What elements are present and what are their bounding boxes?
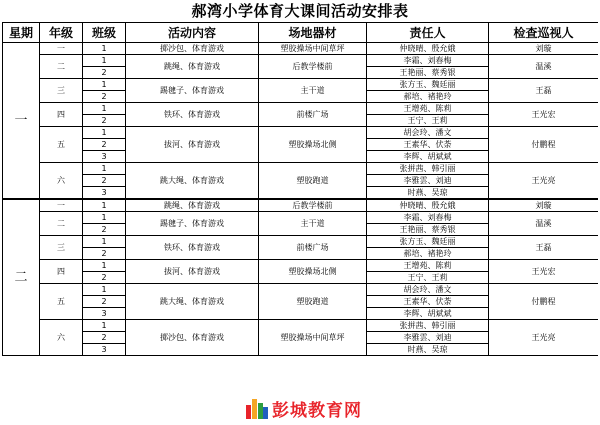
grade-cell: 二: [40, 55, 83, 79]
responsible-cell: 时燕、吴琼: [367, 187, 489, 200]
inspector-cell: 付鹏程: [489, 127, 599, 163]
responsible-cell: 李雅雲、刘迪: [367, 175, 489, 187]
class-cell: 1: [83, 260, 126, 272]
header-activity: 活动内容: [126, 23, 259, 43]
responsible-cell: 李辉、胡斌斌: [367, 308, 489, 320]
inspector-cell: 王光宏: [489, 260, 599, 284]
responsible-cell: 王素华、伏荼: [367, 139, 489, 151]
table-row: [3, 320, 599, 332]
venue-cell: 塑胶跑道: [259, 163, 367, 200]
responsible-cell: 王增苑、陈莉: [367, 260, 489, 272]
schedule-sheet: [2, 22, 598, 425]
activity-cell: 跳大绳、体育游戏: [126, 284, 259, 320]
table-row: [3, 127, 599, 139]
grade-cell: 五: [40, 127, 83, 163]
class-cell: 3: [83, 187, 126, 200]
activity-cell: 跳大绳、体育游戏: [126, 163, 259, 200]
inspector-cell: 王光宏: [489, 103, 599, 127]
activity-cell: 跳绳、体育游戏: [126, 55, 259, 79]
table-row: [3, 260, 599, 272]
activity-cell: 铁环、体育游戏: [126, 103, 259, 127]
header-venue: 场地器材: [259, 23, 367, 43]
responsible-cell: 张拼茜、韩引丽: [367, 320, 489, 332]
grade-cell: 二: [40, 212, 83, 236]
grade-cell: 六: [40, 163, 83, 200]
class-cell: 2: [83, 91, 126, 103]
class-cell: 1: [83, 212, 126, 224]
watermark: [246, 394, 362, 422]
responsible-cell: 仲晓晴、殷允娥: [367, 199, 489, 212]
responsible-cell: 胡会玲、潘文: [367, 284, 489, 296]
books-logo-icon: [246, 397, 268, 419]
class-cell: 3: [83, 308, 126, 320]
class-cell: 1: [83, 55, 126, 67]
responsible-cell: 时燕、吴琼: [367, 344, 489, 356]
venue-cell: 塑胶操场北侧: [259, 127, 367, 163]
class-cell: 3: [83, 344, 126, 356]
page-title: 郝湾小学体育大课间活动安排表: [191, 2, 409, 20]
inspector-cell: 王磊: [489, 236, 599, 260]
table-row: [3, 43, 599, 55]
grade-cell: 五: [40, 284, 83, 320]
class-cell: 2: [83, 332, 126, 344]
header-grade: 年级: [40, 23, 83, 43]
grade-cell: 三: [40, 79, 83, 103]
activity-cell: 掷沙包、体育游戏: [126, 43, 259, 55]
header-responsible: 责任人: [367, 23, 489, 43]
day-cell: 二: [3, 199, 40, 356]
class-cell: 2: [83, 224, 126, 236]
responsible-cell: 仲晓晴、殷允娥: [367, 43, 489, 55]
inspector-cell: 刘璇: [489, 199, 599, 212]
class-cell: 1: [83, 236, 126, 248]
class-cell: 2: [83, 272, 126, 284]
grade-cell: 一: [40, 43, 83, 55]
class-cell: 1: [83, 320, 126, 332]
inspector-cell: 王磊: [489, 79, 599, 103]
responsible-cell: 李霜、刘春梅: [367, 212, 489, 224]
venue-cell: 前楼广场: [259, 236, 367, 260]
inspector-cell: 王光亮: [489, 163, 599, 200]
class-cell: 1: [83, 79, 126, 91]
venue-cell: 主干道: [259, 212, 367, 236]
class-cell: 1: [83, 103, 126, 115]
responsible-cell: 王增苑、陈莉: [367, 103, 489, 115]
responsible-cell: 郝培、褚艳玲: [367, 91, 489, 103]
inspector-cell: 王光亮: [489, 320, 599, 356]
responsible-cell: 李辉、胡斌斌: [367, 151, 489, 163]
class-cell: 2: [83, 139, 126, 151]
venue-cell: 后教学楼前: [259, 55, 367, 79]
activity-cell: 踢毽子、体育游戏: [126, 212, 259, 236]
table-row: [3, 79, 599, 91]
day-cell: 一: [3, 43, 40, 200]
class-cell: 1: [83, 127, 126, 139]
grade-cell: 一: [40, 199, 83, 212]
responsible-cell: 张方玉、魏廷丽: [367, 79, 489, 91]
inspector-cell: 付鹏程: [489, 284, 599, 320]
class-cell: 1: [83, 163, 126, 175]
header-row: [3, 23, 599, 43]
table-row: [3, 212, 599, 224]
grade-cell: 六: [40, 320, 83, 356]
venue-cell: 塑胶跑道: [259, 284, 367, 320]
header-day: 星期: [3, 23, 40, 43]
venue-cell: 塑胶操场北侧: [259, 260, 367, 284]
table-row: [3, 103, 599, 115]
header-class: 班级: [83, 23, 126, 43]
venue-cell: 后教学楼前: [259, 199, 367, 212]
class-cell: 1: [83, 284, 126, 296]
class-cell: 2: [83, 115, 126, 127]
class-cell: 1: [83, 43, 126, 55]
responsible-cell: 王宁、王莉: [367, 115, 489, 127]
responsible-cell: 张方玉、魏廷丽: [367, 236, 489, 248]
header-inspector: 检查巡视人: [489, 23, 599, 43]
class-cell: 2: [83, 248, 126, 260]
table-row: [3, 163, 599, 175]
activity-cell: 跳绳、体育游戏: [126, 199, 259, 212]
inspector-cell: 温溪: [489, 212, 599, 236]
venue-cell: 塑胶操场中间草坪: [259, 43, 367, 55]
responsible-cell: 王宁、王莉: [367, 272, 489, 284]
responsible-cell: 胡会玲、潘文: [367, 127, 489, 139]
grade-cell: 三: [40, 236, 83, 260]
venue-cell: 主干道: [259, 79, 367, 103]
activity-cell: 拔河、体育游戏: [126, 127, 259, 163]
responsible-cell: 李霜、刘春梅: [367, 55, 489, 67]
class-cell: 3: [83, 151, 126, 163]
activity-cell: 拔河、体育游戏: [126, 260, 259, 284]
table-row: [3, 284, 599, 296]
responsible-cell: 李雅雲、刘迪: [367, 332, 489, 344]
class-cell: 1: [83, 199, 126, 212]
venue-cell: 前楼广场: [259, 103, 367, 127]
table-row: [3, 236, 599, 248]
grade-cell: 四: [40, 103, 83, 127]
venue-cell: 塑胶操场中间草坪: [259, 320, 367, 356]
inspector-cell: 刘璇: [489, 43, 599, 55]
responsible-cell: 王艳丽、蔡秀银: [367, 67, 489, 79]
class-cell: 2: [83, 175, 126, 187]
schedule-body: [3, 43, 599, 356]
class-cell: 2: [83, 296, 126, 308]
activity-cell: 掷沙包、体育游戏: [126, 320, 259, 356]
schedule-table: [2, 22, 598, 356]
activity-cell: 铁环、体育游戏: [126, 236, 259, 260]
responsible-cell: 王艳丽、蔡秀银: [367, 224, 489, 236]
inspector-cell: 温溪: [489, 55, 599, 79]
class-cell: 2: [83, 67, 126, 79]
table-row: [3, 199, 599, 212]
watermark-text: 彭城教育网: [272, 400, 362, 421]
activity-cell: 踢毽子、体育游戏: [126, 79, 259, 103]
responsible-cell: 张拼茜、韩引丽: [367, 163, 489, 175]
responsible-cell: 郝培、褚艳玲: [367, 248, 489, 260]
responsible-cell: 王素华、伏荼: [367, 296, 489, 308]
table-row: [3, 55, 599, 67]
grade-cell: 四: [40, 260, 83, 284]
